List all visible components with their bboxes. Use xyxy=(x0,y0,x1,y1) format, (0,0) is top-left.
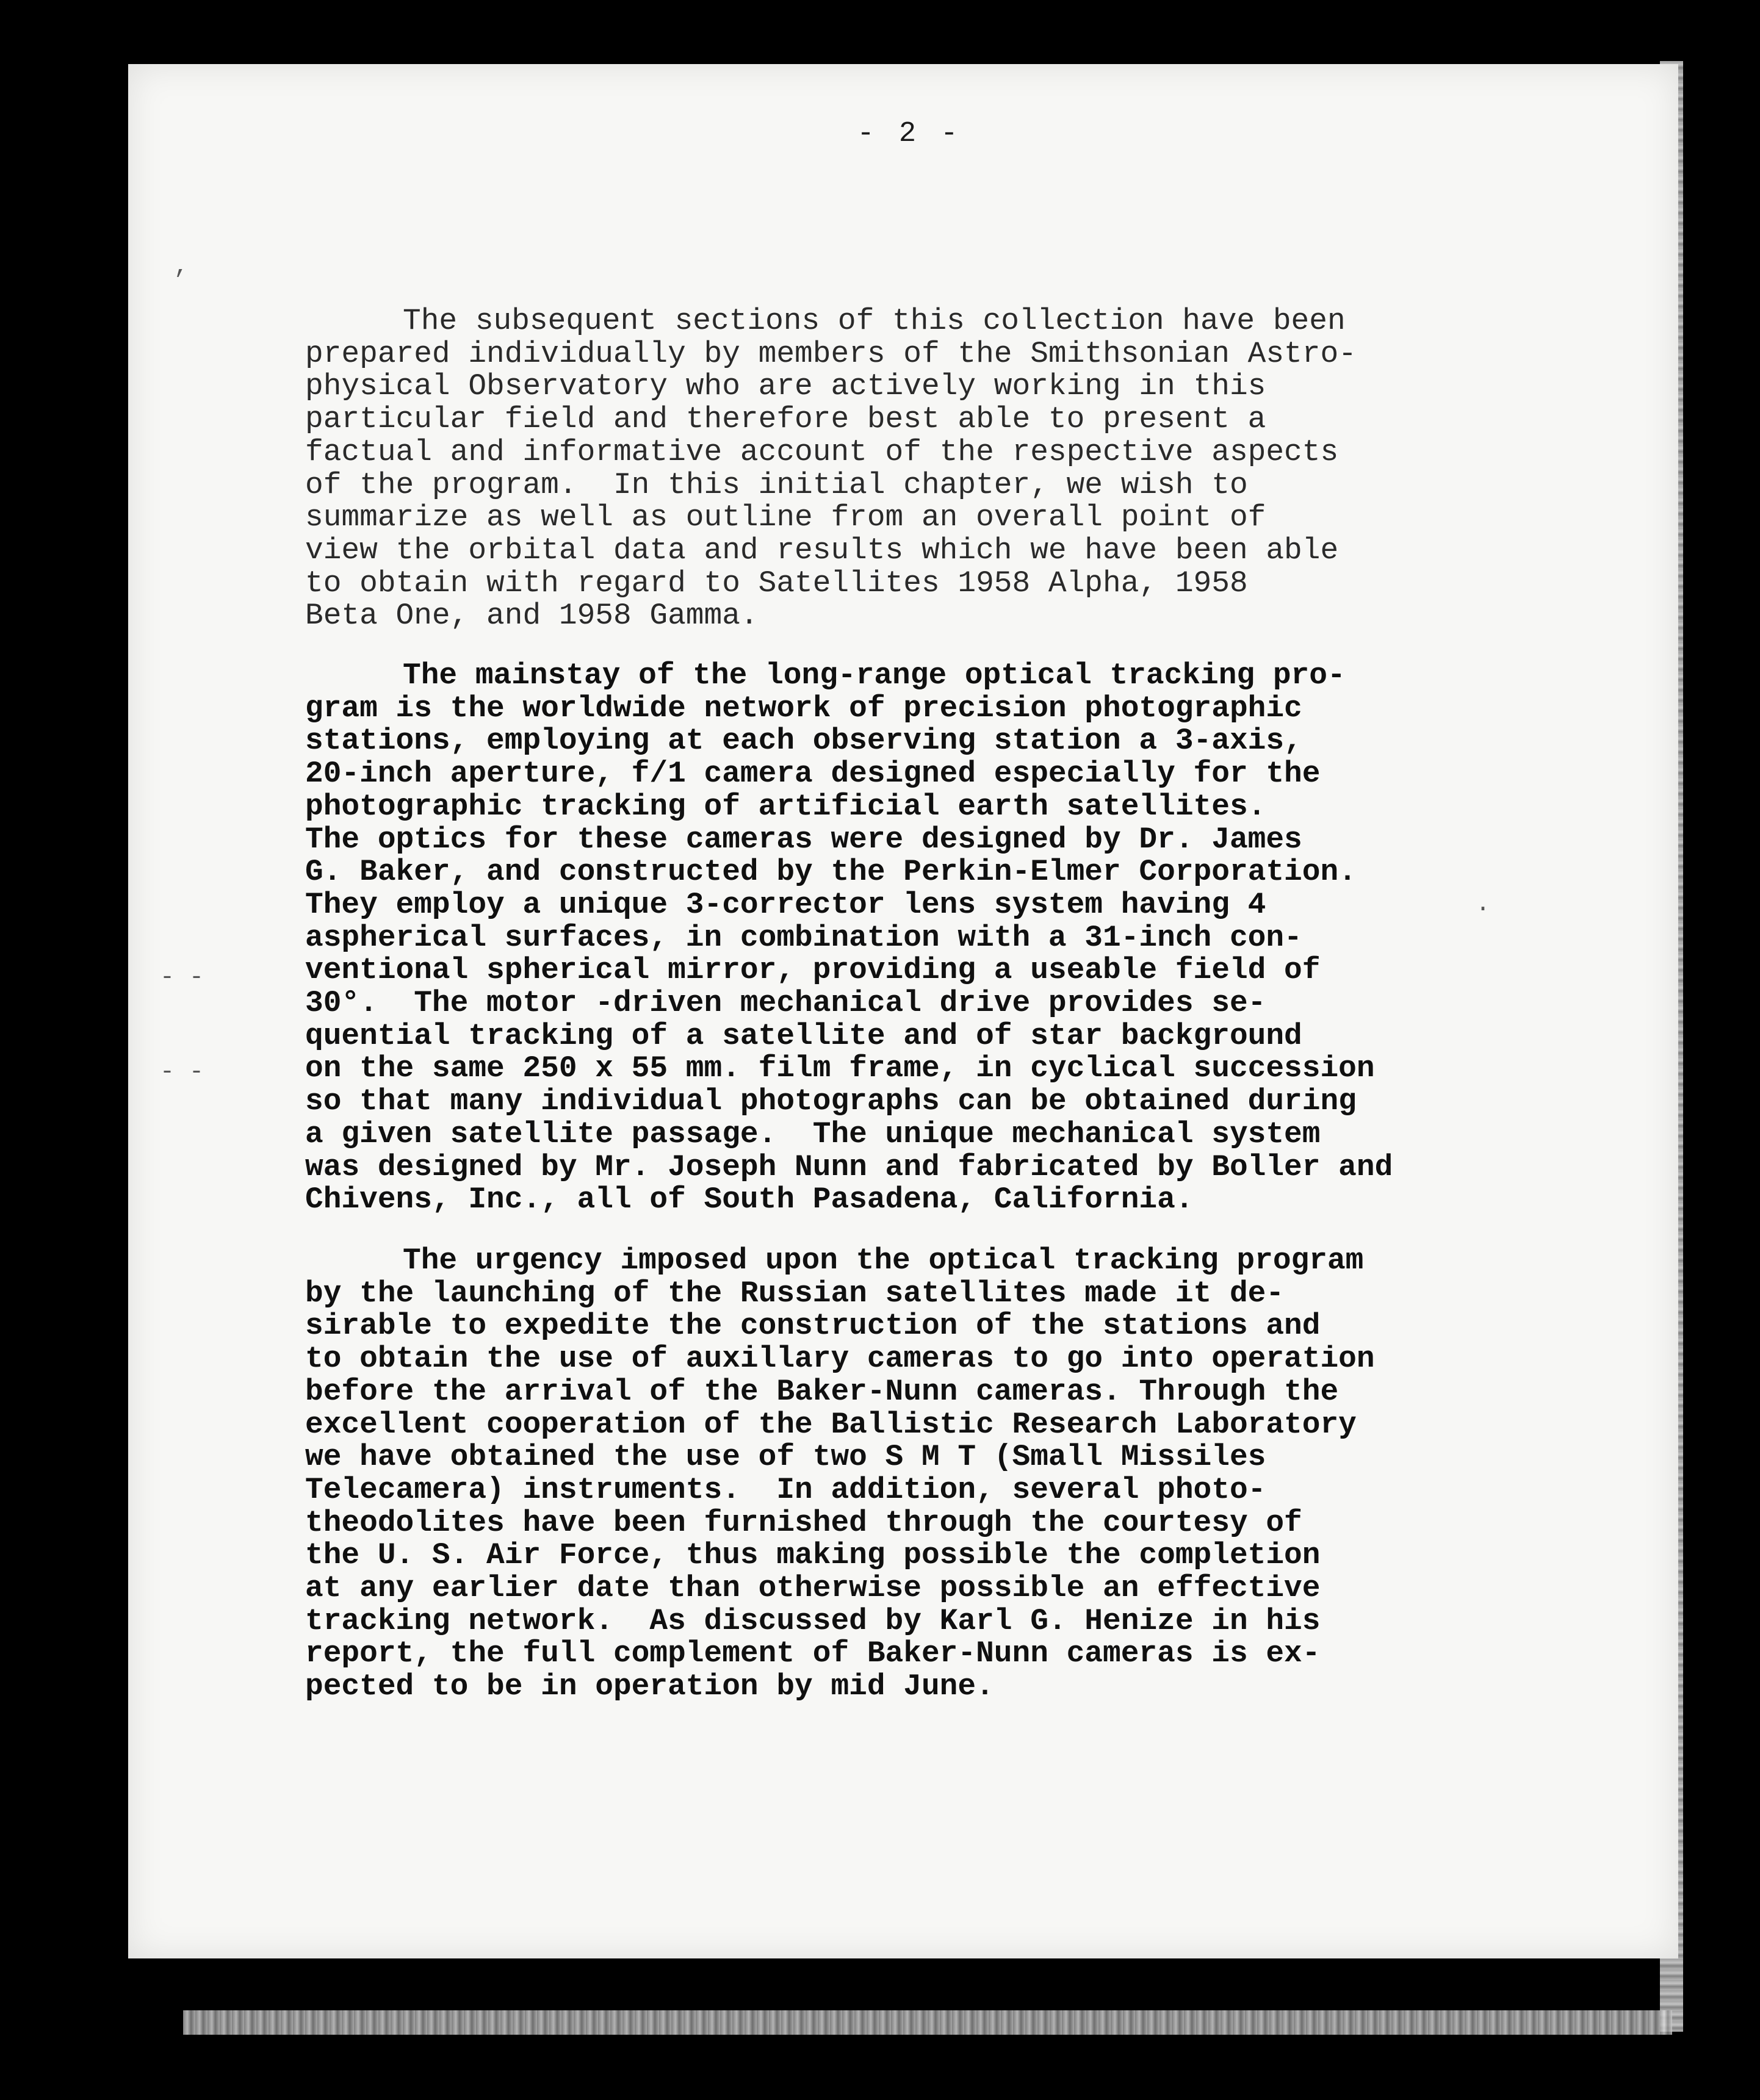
text-line: particular field and therefore best able to present a xyxy=(305,402,1266,437)
text-line: G. Baker, and constructed by the Perkin-Elmer Corporation. xyxy=(305,855,1357,890)
text-line: sirable to expedite the construction of the stations and xyxy=(305,1309,1321,1343)
text-line: pected to be in operation by mid June. xyxy=(305,1669,994,1704)
text-line: Chivens, Inc., all of South Pasadena, California. xyxy=(305,1182,1194,1217)
text-line: quential tracking of a satellite and of star background xyxy=(305,1018,1302,1053)
text-line: They employ a unique 3-corrector lens system having 4 xyxy=(305,887,1266,922)
text-line: view the orbital data and results which we have been able xyxy=(305,533,1339,567)
text-line: by the launching of the Russian satellites made it de- xyxy=(305,1276,1285,1311)
text-line: stations, employing at each observing station a 3-axis, xyxy=(305,724,1302,758)
text-line: 30°. The motor -driven mechanical drive provides se- xyxy=(305,986,1266,1021)
text-line: The mainstay of the long-range optical tracking pro- xyxy=(403,658,1346,692)
text-line: report, the full complement of Baker-Nunn cameras is ex- xyxy=(305,1636,1321,1671)
text-line: Beta One, and 1958 Gamma. xyxy=(305,599,759,633)
text-line: 20-inch aperture, f/1 camera designed especially for the xyxy=(305,757,1321,791)
text-line: factual and informative account of the respective aspects xyxy=(305,434,1339,469)
text-line: was designed by Mr. Joseph Nunn and fabricated by Boller and xyxy=(305,1149,1393,1184)
text-line: on the same 250 x 55 mm. film frame, in cyclical succession xyxy=(305,1051,1375,1086)
text-line: theodolites have been furnished through the courtesy of xyxy=(305,1505,1302,1540)
paragraph-2 xyxy=(305,660,1393,1217)
text-line: excellent cooperation of the Ballistic Research Laboratory xyxy=(305,1407,1357,1442)
text-line: to obtain the use of auxillary cameras to go into operation xyxy=(305,1342,1375,1376)
page-number: - 2 - xyxy=(857,118,962,150)
text-line: a given satellite passage. The unique mechanical system xyxy=(305,1117,1321,1151)
text-line: before the arrival of the Baker-Nunn cameras. Through the xyxy=(305,1374,1339,1409)
text-line: The urgency imposed upon the optical tracking program xyxy=(403,1243,1364,1278)
text-line: Telecamera) instruments. In addition, several photo- xyxy=(305,1472,1266,1507)
text-line: the U. S. Air Force, thus making possible the completion xyxy=(305,1538,1321,1573)
margin-speck: , xyxy=(174,253,189,281)
text-line: summarize as well as outline from an overall point of xyxy=(305,500,1266,535)
text-line: gram is the worldwide network of precision photographic xyxy=(305,691,1302,725)
paragraph-3 xyxy=(305,1245,1375,1703)
text-line: The optics for these cameras were designed by Dr. James xyxy=(305,822,1302,857)
film-edge-bottom xyxy=(183,2010,1672,2035)
text-line: tracking network. As discussed by Karl G. Henize in his xyxy=(305,1603,1321,1638)
text-line: so that many individual photographs can be obtained during xyxy=(305,1084,1357,1119)
text-line: to obtain with regard to Satellites 1958 Alpha, 1958 xyxy=(305,566,1248,600)
text-line: physical Observatory who are actively working in this xyxy=(305,369,1266,404)
text-line: at any earlier date than otherwise possible an effective xyxy=(305,1571,1321,1606)
margin-speck: - - xyxy=(160,1059,204,1086)
text-line: The subsequent sections of this collection have been xyxy=(403,304,1346,338)
text-line: ventional spherical mirror, providing a useable field of xyxy=(305,953,1321,988)
text-line: of the program. In this initial chapter, we wish to xyxy=(305,467,1248,502)
text-line: aspherical surfaces, in combination with a 31-inch con- xyxy=(305,920,1302,955)
margin-speck: - - xyxy=(160,964,204,991)
text-line: we have obtained the use of two S M T (Small Missiles xyxy=(305,1440,1266,1475)
paragraph-1 xyxy=(305,305,1357,633)
text-line: prepared individually by members of the Smithsonian Astro- xyxy=(305,336,1357,371)
text-line: photographic tracking of artificial earth satellites. xyxy=(305,789,1266,824)
margin-speck: . xyxy=(1476,891,1491,918)
